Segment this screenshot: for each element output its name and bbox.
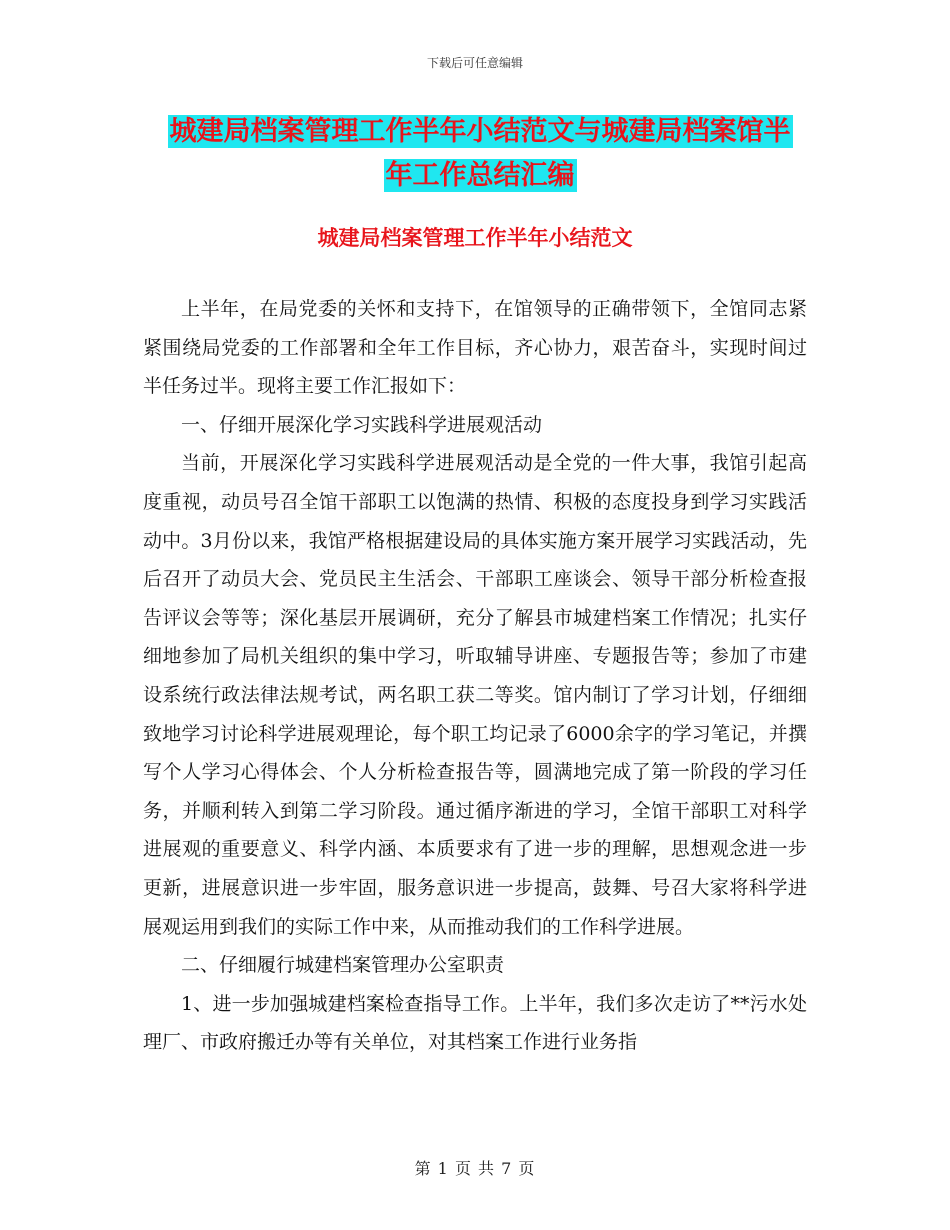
heading-part-two: 二、仔细履行城建档案管理办公室职责 — [181, 954, 505, 977]
page-header-note: 下载后可任意编辑 — [426, 56, 523, 70]
page-footer: 第 1 页 共 7 页 — [414, 1159, 536, 1178]
section-title: 城建局档案管理工作半年小结范文 — [317, 225, 633, 250]
paragraph-part-one: 当前，开展深化学习实践科学进展观活动是全党的一件大事，我馆引起高度重视，动员号召全馆干部职工以饱满的热情、积极的态度投身到学习实践活动中。3月份以来，我馆严格根据建设局的具体实施方案开展学习实践活动，先后召开了动员大会、党员民主生活会、干部职工座谈会、领导干部分析检查报告评议会等等；深化基层开展调研，充分了解县市城建档案工作情况；扎实仔细地参加了局机关组织的集中学习，听取辅导讲座、专题报告等；参加了市建设系统行政法律法规考试，两名职工获二等奖。馆内制订了学习计划，仔细细致地学习讨论科学进展观理论，每个职工均记录了6000余字的学习笔记，并撰写个人学习心得体会、个人分析检查报告等，圆满地完成了第一阶段的学习任务，并顺利转入到第二学习阶段。通过循序渐进的学习，全馆干部职工对科学进展观的重要意义、科学内涵、本质要求有了进一步的理解，思想观念进一步更新，进展意识进一步牢固，服务意识进一步提高，鼓舞、号召大家将科学进展观运用到我们的实际工作中来，从而推动我们的工作科学进展。 — [143, 452, 807, 938]
paragraph-intro: 上半年，在局党委的关怀和支持下，在馆领导的正确带领下，全馆同志紧紧围绕局党委的工作部署和全年工作目标，齐心协力，艰苦奋斗，实现时间过半任务过半。现将主要工作汇报如下： — [143, 298, 807, 398]
document-title — [140, 110, 820, 198]
title-line-1: 城建局档案管理工作半年小结范文与城建局档案馆半 — [169, 116, 791, 147]
title-line-2: 年工作总结汇编 — [385, 160, 575, 191]
heading-part-one: 一、仔细开展深化学习实践科学进展观活动 — [181, 413, 543, 436]
paragraph-part-two-item-1: 1、进一步加强城建档案检查指导工作。上半年，我们多次走访了**污水处理厂、市政府搬迁办等有关单位，对其档案工作进行业务指 — [143, 992, 807, 1054]
document-body — [143, 290, 807, 1062]
